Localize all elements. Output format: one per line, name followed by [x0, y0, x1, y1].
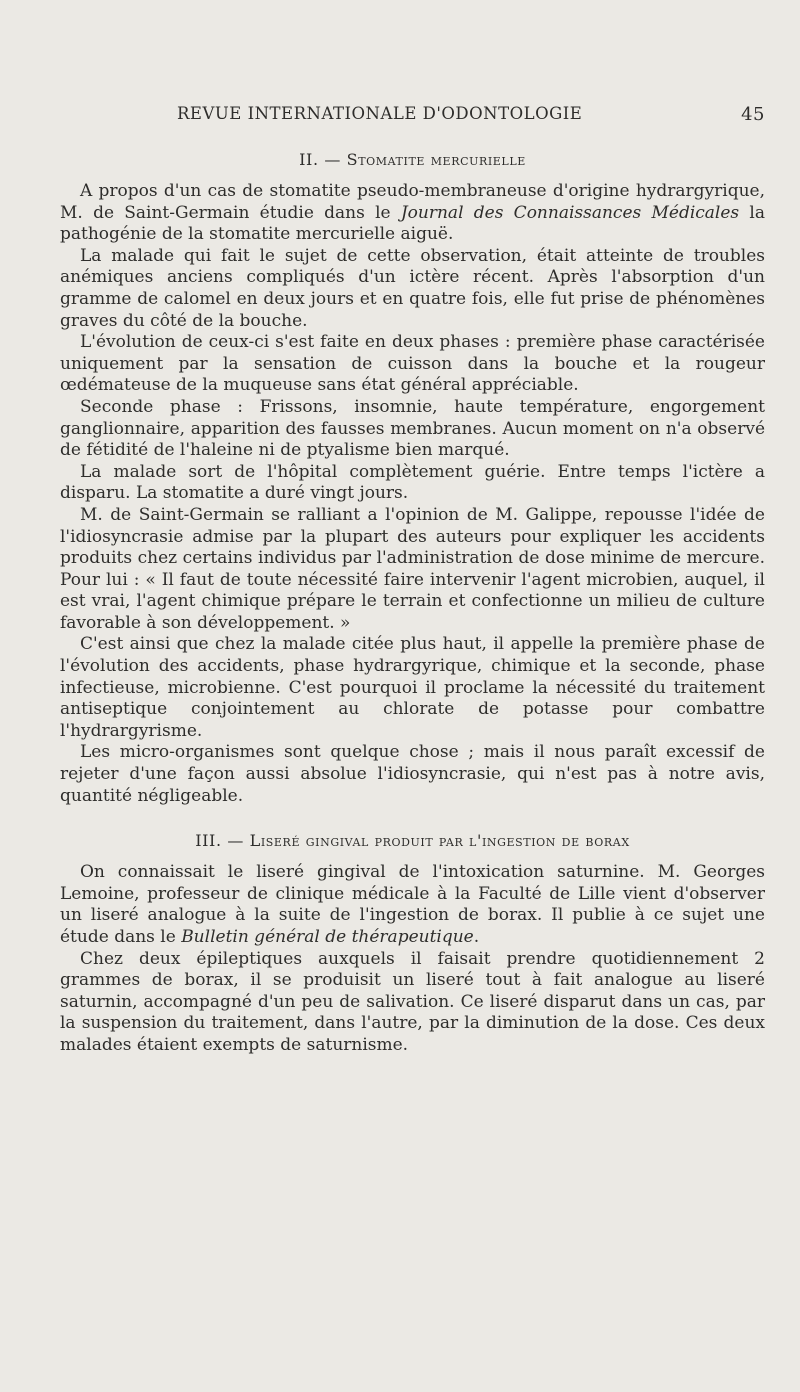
- paragraph: [60, 181, 765, 246]
- paragraph: C'est ainsi que chez la malade citée plus haut, il appelle la première phase de l'évolution des accidents, phase hydrargyrique, chimique et la seconde, phase infectieuse, microbienne. C'est pourquoi il proclame la nécessité du traitement antiseptique conjointement au chlorate de potasse pour combattre l'hydrargyrisme.: [60, 634, 765, 741]
- paragraph-text: la pathogénie de la stomatite mercurielle aiguë.: [60, 202, 765, 245]
- section-title-lisere: III. — Liseré gingival produit par l'ingestion de borax: [195, 831, 630, 851]
- journal-title: Bulletin général de thérapeutique: [181, 927, 474, 947]
- paragraph: [60, 862, 765, 948]
- paragraph: Seconde phase : Frissons, insomnie, haute température, engorgement ganglionnaire, apparition des fausses membranes. Aucun moment on n'a observé de fétidité de l'haleine ni de ptyalisme bien marqué.: [60, 396, 765, 461]
- paragraph: M. de Saint-Germain se ralliant a l'opinion de M. Galippe, repousse l'idée de l'idiosyncrasie admise par la plupart des auteurs pour expliquer les accidents produits chez certains individus par l'administration de dose minime de mercure. Pour lui : « Il faut de toute nécessité faire intervenir l'agent microbien, auquel, il est vrai, l'agent chimique prépare le terrain et confectionne un milieu de culture favorable à son développement. »: [60, 504, 765, 633]
- running-title: REVUE INTERNATIONALE D'ODONTOLOGIE: [177, 104, 583, 123]
- paragraph: L'évolution de ceux-ci s'est faite en deux phases : première phase caractérisée uniquement par la sensation de cuisson dans la bouche et la rougeur œdémateuse de la muqueuse sans état général appréciable.: [60, 332, 765, 396]
- paragraph: Les micro-organismes sont quelque chose ; mais il nous paraît excessif de rejeter d'une façon aussi absolue l'idiosyncrasie, qui n'est pas à notre avis, quantité négligeable.: [60, 742, 765, 806]
- paragraph: La malade qui fait le sujet de cette observation, était atteinte de troubles anémiques anciens compliqués d'un ictère récent. Après l'absorption d'un gramme de calomel en deux jours et en quatre fois, elle fut prise de phénomènes graves du côté de la bouche.: [60, 245, 765, 331]
- paragraph: La malade sort de l'hôpital complètement guérie. Entre temps l'ictère a disparu. La stomatite a duré vingt jours.: [60, 461, 765, 504]
- paragraph-text: On connaissait le liseré gingival de l'intoxication saturnine. M. Georges Lemoine, professeur de clinique médicale à la Faculté de Lille vient d'observer un liseré analogue à la suite de l'ingestion de borax. Il publie à ce sujet une étude dans le: [60, 862, 765, 947]
- paragraph-text: .: [473, 927, 480, 947]
- paragraph: Chez deux épileptiques auxquels il faisait prendre quotidiennement 2 grammes de borax, il se produisit un liseré tout à fait analogue au liseré saturnin, accompagné d'un peu de salivation. Ce liseré disparut dans un cas, par la suspension du traitement, dans l'autre, par la diminution de la dose. Ces deux malades étaient exempts de saturnisme.: [60, 948, 765, 1055]
- article-body: [60, 150, 765, 1057]
- journal-title: Journal des Connaissances Médicales: [400, 202, 740, 223]
- section-title-stomatite: II. — Stomatite mercurielle: [299, 150, 526, 169]
- page-number: 45: [741, 104, 765, 125]
- paragraph-text: A propos d'un cas de stomatite pseudo-membraneuse d'origine hydrargyrique, M. de Saint-Germain étudie dans le: [60, 181, 765, 223]
